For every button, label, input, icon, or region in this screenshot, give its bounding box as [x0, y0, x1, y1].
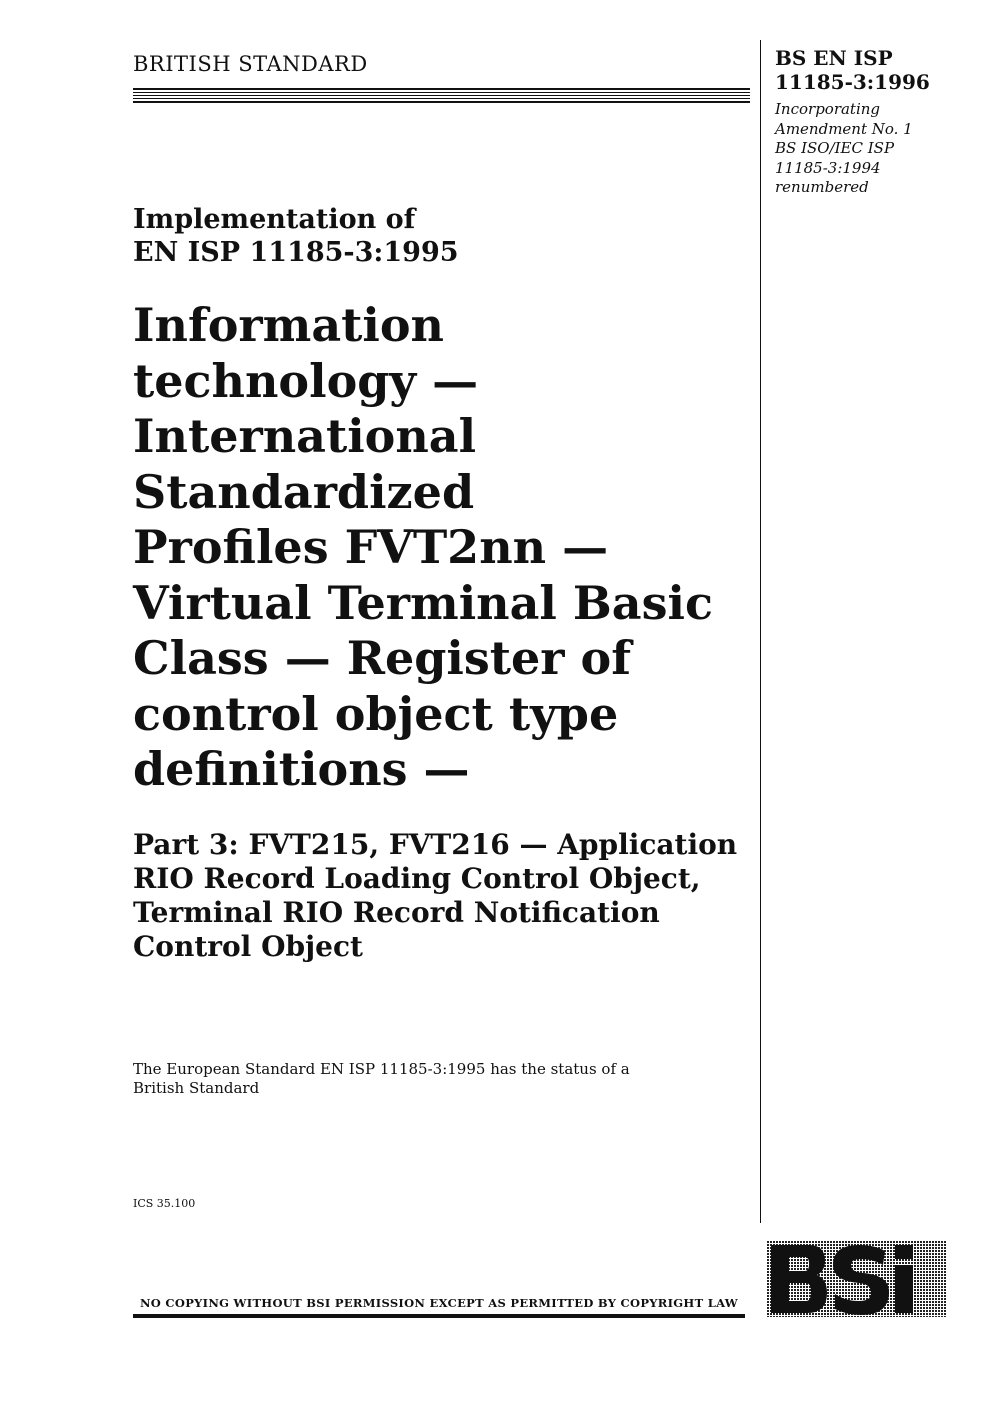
amendment-note-line: renumbered: [775, 178, 869, 196]
status-statement: [133, 1060, 673, 1098]
part-title-line: RIO Record Loading Control Object,: [133, 862, 701, 895]
title-line: control object type: [133, 686, 619, 741]
title-line: definitions —: [133, 742, 470, 796]
vertical-divider: [760, 40, 761, 1223]
part-title-line: Terminal RIO Record Notification: [133, 896, 660, 929]
part-title: [133, 828, 753, 964]
amendment-note-line: 11185-3:1994: [775, 158, 881, 177]
copyright-notice: NO COPYING WITHOUT BSI PERMISSION EXCEPT AS PERMITTED BY COPYRIGHT LAW: [139, 1296, 739, 1310]
part-title-line: Control Object: [133, 930, 363, 963]
footer-rule: [133, 1314, 745, 1318]
title-line: Standardized: [133, 464, 475, 519]
document-number-line2: 11185-3:1996: [775, 70, 930, 94]
title-line: Class — Register of: [133, 631, 631, 685]
header-rule: [133, 88, 750, 105]
part-title-line: Part 3: FVT215, FVT216 — Application: [133, 828, 738, 861]
title-line: Virtual Terminal Basic: [133, 575, 713, 630]
title-line: Information: [133, 298, 444, 352]
bsi-logo: [767, 1241, 947, 1317]
publisher-label: BRITISH STANDARD: [133, 52, 368, 76]
amendment-note-line: Amendment No. 1: [775, 119, 913, 138]
document-number: [775, 46, 975, 94]
document-title: [133, 298, 753, 798]
amendment-note: [775, 100, 975, 198]
ics-code: ICS 35.100: [133, 1197, 196, 1210]
amendment-note-line: BS ISO/IEC ISP: [775, 139, 895, 157]
implementation-line: Implementation of: [133, 204, 416, 235]
document-number-line1: BS EN ISP: [775, 46, 893, 70]
status-line: The European Standard EN ISP 11185-3:1995 has the status of a: [133, 1060, 630, 1078]
title-line: International: [133, 409, 477, 463]
amendment-note-line: Incorporating: [775, 100, 881, 118]
implementation-heading: [133, 203, 733, 269]
implementation-line: EN ISP 11185-3:1995: [133, 237, 459, 268]
status-line: British Standard: [133, 1079, 260, 1097]
title-line: Profiles FVT2nn —: [133, 520, 609, 574]
title-line: technology —: [133, 353, 479, 408]
